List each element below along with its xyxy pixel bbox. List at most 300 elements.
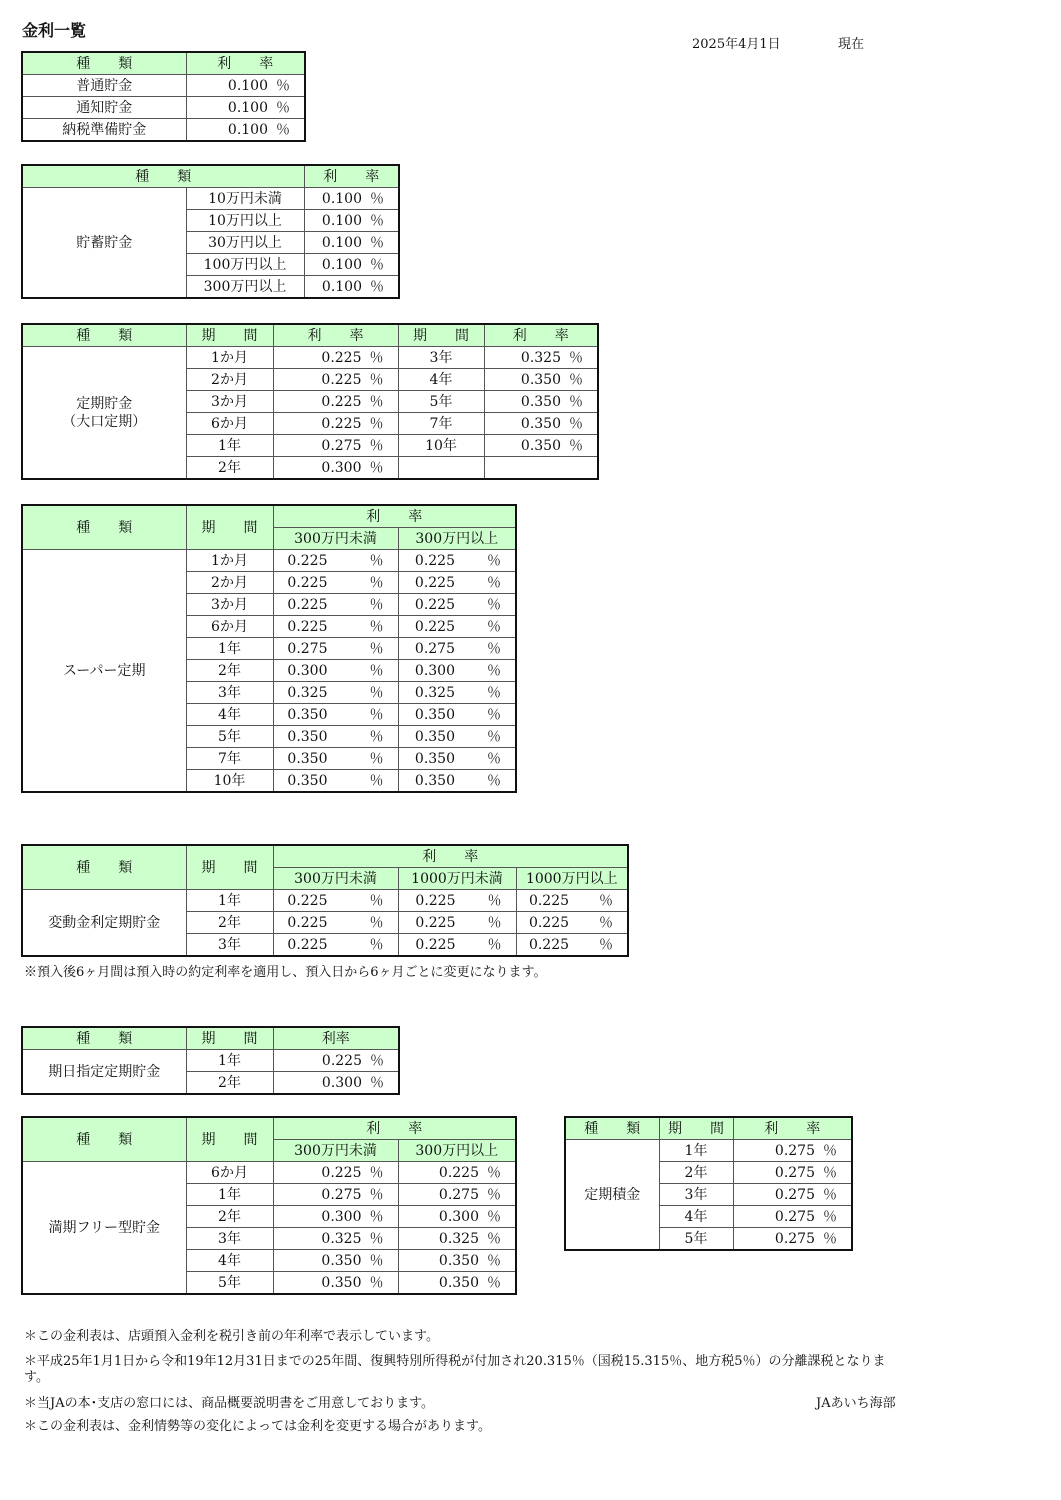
rate-cell — [398, 616, 516, 638]
rate-value: 0.350 — [520, 371, 561, 388]
period-cell: 2年 — [186, 1206, 273, 1228]
table-header-row — [22, 52, 305, 75]
percent-sign: ％ — [487, 772, 501, 789]
percent-sign: ％ — [599, 936, 614, 953]
period-cell: 1か月 — [186, 347, 273, 369]
header-period: 期 間 — [186, 505, 273, 550]
period-cell: 10年 — [398, 435, 484, 457]
rate-cell — [733, 1184, 852, 1206]
period-cell: 1年 — [186, 1184, 273, 1206]
period-cell: 3年 — [398, 347, 484, 369]
rate-cell — [273, 550, 398, 572]
rate-cell — [273, 391, 398, 413]
rate-value: 0.225 — [287, 618, 328, 635]
rate-cell — [186, 119, 305, 142]
rate-date: 2025年4月1日 — [692, 37, 781, 52]
period-cell: 5年 — [186, 726, 273, 748]
rate-cell — [273, 594, 398, 616]
rate-cell — [484, 391, 598, 413]
rate-cell — [273, 1162, 398, 1184]
percent-sign: ％ — [569, 393, 583, 410]
rate-value: 0.225 — [321, 349, 362, 366]
deposit-type: 定期積金 — [565, 1140, 659, 1251]
rate-cell — [733, 1140, 852, 1162]
table-row — [22, 1050, 399, 1072]
rate-value: 0.300 — [414, 662, 455, 679]
percent-sign: ％ — [369, 1252, 384, 1269]
header-period: 期 間 — [186, 324, 273, 347]
percent-sign: ％ — [487, 574, 501, 591]
period-cell: 7年 — [186, 748, 273, 770]
rate-cell — [273, 369, 398, 391]
rate-value: 0.275 — [414, 640, 455, 657]
header-rate: 利率 — [273, 1027, 399, 1050]
header-type: 種 類 — [22, 324, 186, 347]
rate-value: 0.275 — [774, 1142, 815, 1159]
rate-value: 0.350 — [414, 772, 455, 789]
rate-value: 0.350 — [520, 415, 561, 432]
deposit-type-line1: 定期貯金 — [76, 395, 133, 412]
table-fixed-date-deposit — [21, 1026, 400, 1095]
percent-sign: ％ — [276, 99, 290, 116]
footer-note: ＊当JAの本･支店の窓口には、商品概要説明書をご用意しております。 — [24, 1396, 435, 1411]
tier-cell: 10万円未満 — [186, 188, 304, 210]
page-title: 金利一覧 — [22, 21, 87, 40]
rate-value: 0.300 — [438, 1208, 479, 1225]
tier-cell: 100万円以上 — [186, 254, 304, 276]
rate-value: 0.225 — [287, 552, 328, 569]
rate-value: 0.225 — [415, 936, 456, 953]
rate-cell — [273, 638, 398, 660]
rate-value: 0.350 — [438, 1252, 479, 1269]
rate-cell — [304, 276, 399, 299]
deposit-type: 通知貯金 — [22, 97, 186, 119]
rate-value: 0.100 — [227, 99, 268, 116]
header-under-3m: 300万円未満 — [273, 868, 398, 890]
table-variable-rate-deposit — [21, 844, 629, 957]
period-cell: 1年 — [186, 638, 273, 660]
rate-value: 0.225 — [287, 936, 328, 953]
percent-sign: ％ — [369, 772, 384, 789]
rate-value: 0.350 — [321, 1252, 362, 1269]
percent-sign: ％ — [487, 640, 501, 657]
rate-cell — [733, 1206, 852, 1228]
table-free-maturity-deposit — [21, 1116, 517, 1295]
rate-cell — [398, 912, 516, 934]
period-cell: 7年 — [398, 413, 484, 435]
rate-cell — [273, 682, 398, 704]
rate-cell — [273, 1050, 399, 1072]
period-cell: 10年 — [186, 770, 273, 793]
percent-sign: ％ — [369, 706, 384, 723]
deposit-type — [22, 347, 186, 480]
header-rate: 利 率 — [273, 1117, 516, 1140]
percent-sign: ％ — [369, 1208, 384, 1225]
header-type: 種 類 — [22, 845, 186, 890]
percent-sign: ％ — [599, 914, 614, 931]
rate-cell — [484, 413, 598, 435]
header-rate: 利 率 — [186, 52, 305, 75]
rate-value: 0.225 — [415, 892, 456, 909]
percent-sign: ％ — [369, 552, 384, 569]
percent-sign: ％ — [369, 892, 384, 909]
rate-cell — [484, 457, 598, 480]
percent-sign: ％ — [276, 121, 290, 138]
percent-sign: ％ — [369, 1164, 384, 1181]
rate-value: 0.100 — [321, 256, 362, 273]
percent-sign: ％ — [369, 415, 384, 432]
period-cell: 2か月 — [186, 369, 273, 391]
rate-value: 0.350 — [287, 750, 328, 767]
percent-sign: ％ — [276, 77, 290, 94]
period-cell: 2年 — [659, 1162, 733, 1184]
percent-sign: ％ — [369, 936, 384, 953]
header-over-3m: 300万円以上 — [398, 528, 516, 550]
period-cell: 1年 — [186, 890, 273, 912]
rate-value: 0.350 — [520, 437, 561, 454]
rate-cell — [398, 704, 516, 726]
percent-sign: ％ — [369, 1274, 384, 1291]
period-cell: 5年 — [398, 391, 484, 413]
rate-value: 0.225 — [528, 892, 570, 909]
rate-cell — [273, 1184, 398, 1206]
rate-cell — [733, 1162, 852, 1184]
period-cell: 2年 — [186, 457, 273, 480]
rate-cell — [304, 232, 399, 254]
rate-value: 0.225 — [287, 596, 328, 613]
rate-value: 0.225 — [287, 892, 328, 909]
percent-sign: ％ — [369, 393, 384, 410]
rate-value: 0.300 — [321, 1074, 362, 1091]
header-rate: 利 率 — [273, 845, 628, 868]
period-cell: 3年 — [186, 1228, 273, 1250]
rate-value: 0.325 — [414, 684, 455, 701]
rate-value: 0.225 — [321, 1052, 362, 1069]
percent-sign: ％ — [487, 914, 502, 931]
rate-value: 0.350 — [287, 728, 328, 745]
percent-sign: ％ — [487, 706, 501, 723]
rate-value: 0.225 — [414, 618, 455, 635]
rate-value: 0.275 — [287, 640, 328, 657]
rate-cell — [273, 726, 398, 748]
rate-value: 0.350 — [414, 706, 455, 723]
tier-cell: 300万円以上 — [186, 276, 304, 299]
rate-cell — [273, 616, 398, 638]
rate-value: 0.350 — [520, 393, 561, 410]
period-cell: 6か月 — [186, 616, 273, 638]
period-cell: 6か月 — [186, 1162, 273, 1184]
percent-sign: ％ — [369, 1230, 384, 1247]
period-cell: 3か月 — [186, 594, 273, 616]
rate-cell — [273, 347, 398, 369]
rate-cell — [273, 572, 398, 594]
rate-cell — [273, 1250, 398, 1272]
percent-sign: ％ — [823, 1186, 837, 1203]
period-cell: 3年 — [659, 1184, 733, 1206]
rate-value: 0.225 — [415, 914, 456, 931]
rate-cell — [398, 770, 516, 793]
rate-cell — [398, 572, 516, 594]
period-cell: 2年 — [186, 912, 273, 934]
rate-cell — [484, 369, 598, 391]
footer-note: ＊この金利表は、金利情勢等の変化によっては金利を変更する場合があります。 — [24, 1419, 491, 1434]
rate-cell — [273, 1272, 398, 1295]
rate-value: 0.350 — [414, 750, 455, 767]
period-cell: 1年 — [186, 1050, 273, 1072]
header-period: 期 間 — [659, 1117, 733, 1140]
rate-cell — [273, 435, 398, 457]
rate-value: 0.325 — [438, 1230, 479, 1247]
rate-cell — [273, 890, 398, 912]
percent-sign: ％ — [370, 1074, 384, 1091]
table-savings-deposit — [21, 164, 400, 299]
percent-sign: ％ — [369, 618, 384, 635]
percent-sign: ％ — [823, 1230, 837, 1247]
rate-cell — [304, 188, 399, 210]
rate-value: 0.275 — [321, 437, 362, 454]
percent-sign: ％ — [487, 1274, 501, 1291]
table-row — [22, 347, 598, 369]
rate-cell — [273, 748, 398, 770]
rate-value: 0.325 — [321, 1230, 362, 1247]
rate-value: 0.100 — [227, 121, 268, 138]
percent-sign: ％ — [487, 728, 501, 745]
rate-value: 0.225 — [528, 936, 570, 953]
header-under-3m: 300万円未満 — [273, 1140, 398, 1162]
percent-sign: ％ — [369, 1186, 384, 1203]
percent-sign: ％ — [487, 552, 501, 569]
rate-value: 0.100 — [321, 190, 362, 207]
rate-cell — [398, 638, 516, 660]
rate-value: 0.275 — [774, 1208, 815, 1225]
deposit-type: スーパー定期 — [22, 550, 186, 793]
percent-sign: ％ — [370, 256, 384, 273]
table-row — [22, 97, 305, 119]
rate-date-status: 現在 — [838, 37, 865, 52]
period-cell: 4年 — [186, 704, 273, 726]
table-row — [22, 550, 516, 572]
header-rate: 利 率 — [484, 324, 598, 347]
rate-cell — [398, 682, 516, 704]
rate-value: 0.350 — [287, 706, 328, 723]
rate-value: 0.275 — [438, 1186, 479, 1203]
organization-name: JAあいち海部 — [816, 1396, 896, 1411]
rate-cell — [733, 1228, 852, 1251]
percent-sign: ％ — [823, 1208, 837, 1225]
rate-value: 0.225 — [528, 914, 570, 931]
table-row — [22, 188, 399, 210]
footer-note-continued: す。 — [24, 1370, 49, 1385]
rate-value: 0.275 — [774, 1164, 815, 1181]
header-rate: 利 率 — [273, 505, 516, 528]
rate-value: 0.325 — [287, 684, 328, 701]
percent-sign: ％ — [369, 371, 384, 388]
deposit-type: 期日指定定期貯金 — [22, 1050, 186, 1095]
header-under-10m: 1000万円未満 — [398, 868, 516, 890]
percent-sign: ％ — [369, 574, 384, 591]
percent-sign: ％ — [370, 190, 384, 207]
rate-value: 0.100 — [321, 234, 362, 251]
rate-value: 0.225 — [414, 574, 455, 591]
period-cell: 4年 — [398, 369, 484, 391]
table-row — [22, 1162, 516, 1184]
rate-cell — [398, 934, 516, 957]
rate-value: 0.225 — [321, 1164, 362, 1181]
rate-value: 0.100 — [321, 212, 362, 229]
rate-value: 0.275 — [774, 1230, 815, 1247]
table-row — [22, 119, 305, 142]
rate-value: 0.300 — [287, 662, 328, 679]
header-over-10m: 1000万円以上 — [516, 868, 628, 890]
rate-cell — [398, 1206, 516, 1228]
rate-cell — [273, 660, 398, 682]
deposit-type: 貯蓄貯金 — [22, 188, 186, 299]
percent-sign: ％ — [823, 1164, 837, 1181]
rate-value: 0.275 — [321, 1186, 362, 1203]
percent-sign: ％ — [369, 459, 384, 476]
period-cell: 3年 — [186, 934, 273, 957]
percent-sign: ％ — [823, 1142, 837, 1159]
rate-value: 0.350 — [438, 1274, 479, 1291]
footer-note: ＊平成25年1月1日から令和19年12月31日までの25年間、復興特別所得税が付加され20.315％（国税15.315％、地方税5％）の分離課税となりま — [24, 1354, 886, 1369]
table-installment-savings — [564, 1116, 853, 1251]
period-cell: 5年 — [659, 1228, 733, 1251]
rate-value: 0.225 — [438, 1164, 479, 1181]
period-cell: 4年 — [186, 1250, 273, 1272]
rate-cell — [484, 347, 598, 369]
rate-value: 0.225 — [321, 371, 362, 388]
header-type: 種 類 — [22, 1027, 186, 1050]
percent-sign: ％ — [569, 371, 583, 388]
rate-cell — [398, 1272, 516, 1295]
rate-value: 0.100 — [321, 278, 362, 295]
rate-cell — [398, 1184, 516, 1206]
percent-sign: ％ — [569, 415, 583, 432]
period-cell: 4年 — [659, 1206, 733, 1228]
rate-cell — [516, 890, 628, 912]
percent-sign: ％ — [370, 234, 384, 251]
period-cell: 3か月 — [186, 391, 273, 413]
period-cell: 1年 — [659, 1140, 733, 1162]
percent-sign: ％ — [370, 1052, 384, 1069]
rate-value: 0.225 — [321, 415, 362, 432]
rate-value: 0.325 — [520, 349, 561, 366]
rate-cell — [304, 254, 399, 276]
rate-value: 0.225 — [287, 914, 328, 931]
period-cell: 2か月 — [186, 572, 273, 594]
period-cell: 2年 — [186, 660, 273, 682]
percent-sign: ％ — [487, 1186, 501, 1203]
table-row — [22, 890, 628, 912]
percent-sign: ％ — [487, 750, 501, 767]
footer-note: ＊この金利表は、店頭預入金利を税引き前の年利率で表示しています。 — [24, 1329, 439, 1344]
deposit-type: 満期フリー型貯金 — [22, 1162, 186, 1295]
rate-cell — [186, 97, 305, 119]
header-rate: 利 率 — [273, 324, 398, 347]
header-type: 種 類 — [22, 505, 186, 550]
percent-sign: ％ — [369, 750, 384, 767]
period-cell: 2年 — [186, 1072, 273, 1095]
period-cell: 1年 — [186, 435, 273, 457]
rate-value: 0.350 — [414, 728, 455, 745]
rate-value: 0.300 — [321, 1208, 362, 1225]
percent-sign: ％ — [487, 662, 501, 679]
percent-sign: ％ — [487, 596, 501, 613]
header-over-3m: 300万円以上 — [398, 1140, 516, 1162]
rate-cell — [273, 934, 398, 957]
rate-value: 0.225 — [414, 552, 455, 569]
header-type: 種 類 — [565, 1117, 659, 1140]
rate-cell — [398, 1162, 516, 1184]
percent-sign: ％ — [487, 1208, 501, 1225]
period-cell: 5年 — [186, 1272, 273, 1295]
rate-cell — [304, 210, 399, 232]
table-row — [565, 1140, 852, 1162]
percent-sign: ％ — [369, 728, 384, 745]
rate-value: 0.275 — [774, 1186, 815, 1203]
period-cell: 3年 — [186, 682, 273, 704]
rate-cell — [398, 594, 516, 616]
rate-cell — [273, 704, 398, 726]
header-type: 種 類 — [22, 52, 186, 75]
header-period: 期 間 — [186, 1027, 273, 1050]
rate-cell — [186, 75, 305, 97]
deposit-type: 納税準備貯金 — [22, 119, 186, 142]
percent-sign: ％ — [487, 892, 502, 909]
tier-cell: 30万円以上 — [186, 232, 304, 254]
table-time-deposit — [21, 323, 599, 480]
percent-sign: ％ — [369, 437, 384, 454]
percent-sign: ％ — [599, 892, 614, 909]
header-type: 種 類 — [22, 1117, 186, 1162]
percent-sign: ％ — [370, 278, 384, 295]
rate-value: 0.100 — [227, 77, 268, 94]
header-period: 期 間 — [186, 845, 273, 890]
rate-value: 0.225 — [321, 393, 362, 410]
rate-cell — [516, 912, 628, 934]
table-super-time-deposit — [21, 504, 517, 793]
rate-value: 0.225 — [287, 574, 328, 591]
header-rate: 利 率 — [733, 1117, 852, 1140]
percent-sign: ％ — [370, 212, 384, 229]
deposit-type-line2: （大口定期） — [62, 413, 147, 430]
percent-sign: ％ — [369, 640, 384, 657]
rate-cell — [273, 1206, 398, 1228]
rate-cell — [398, 660, 516, 682]
rate-value: 0.350 — [287, 772, 328, 789]
rate-cell — [398, 550, 516, 572]
deposit-type: 変動金利定期貯金 — [22, 890, 186, 957]
percent-sign: ％ — [487, 1230, 501, 1247]
header-period: 期 間 — [186, 1117, 273, 1162]
deposit-type: 普通貯金 — [22, 75, 186, 97]
variable-rate-note: ※預入後6ヶ月間は預入時の約定利率を適用し、預入日から6ヶ月ごとに変更になります。 — [24, 965, 547, 980]
rate-cell — [273, 457, 398, 480]
rate-cell — [484, 435, 598, 457]
tier-cell: 10万円以上 — [186, 210, 304, 232]
rate-cell — [516, 934, 628, 957]
percent-sign: ％ — [487, 684, 501, 701]
period-cell: 1か月 — [186, 550, 273, 572]
percent-sign: ％ — [369, 662, 384, 679]
rate-cell — [398, 1250, 516, 1272]
rate-value: 0.350 — [321, 1274, 362, 1291]
rate-cell — [398, 1228, 516, 1250]
table-row — [22, 75, 305, 97]
rate-cell — [273, 770, 398, 793]
percent-sign: ％ — [487, 936, 502, 953]
rate-value: 0.225 — [414, 596, 455, 613]
